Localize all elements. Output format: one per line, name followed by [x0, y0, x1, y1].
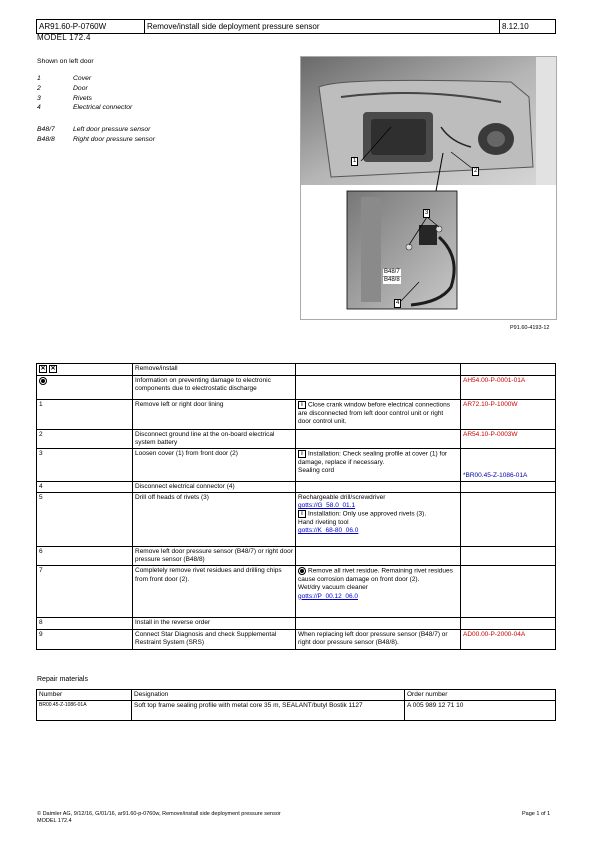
doc-title: Remove/install side deployment pressure sensor [145, 20, 500, 34]
table-row: 9 Connect Star Diagnosis and check Supplemental Restraint System (SRS) When replacing left door pressure sensor (B48/7) or right door pressure sensor (B48/8). AD00.00-P-2000-04A [37, 629, 556, 649]
legend-item: 3 Rivets [37, 94, 92, 102]
figure-ref: P91.60-4193-12 [510, 325, 550, 331]
callout-4: 4 [396, 300, 400, 306]
gotts-link[interactable]: gotts://K_68-80_06.0 [298, 527, 359, 535]
table-row: 6 Remove left door pressure sensor (B48/7) or right door pressure sensor (B48/8) [37, 547, 556, 566]
gotts-link[interactable]: gotts://G_58.0_01.1 [298, 502, 356, 510]
remove-icon: ✕ [40, 366, 46, 372]
warning-icon [298, 567, 306, 575]
header-label: Remove/install [133, 364, 296, 376]
door-photo [301, 57, 556, 319]
legend-item: B48/8 Right door pressure sensor [37, 135, 155, 143]
figure-frame [300, 56, 557, 320]
repair-materials-title: Repair materials [37, 676, 88, 683]
model-label: MODEL 172.4 [37, 33, 91, 42]
table-row: 7 Completely remove rivet residues and drilling chips from front door (2). Remove all rivet residue. Remaining rivet residues cause corrosion damage on front door (2). Wet/dry vacuum cleaner gotts://P_00.12_06.0 [37, 566, 556, 618]
ref-link[interactable]: AR54.10-P-0003W [461, 429, 556, 448]
callout-1: 1 [353, 158, 357, 164]
doc-id: AR91.60-P-0760W [37, 20, 145, 34]
info-icon: i [298, 510, 306, 518]
steps-table [36, 363, 556, 650]
table-row: 8 Install in the reverse order [37, 618, 556, 629]
table-row: BR00.45-Z-1086-01A Soft top frame sealing profile with metal core 35 m, SEALANT/butyl Bostik 1127 A 005 989 12 71 10 [37, 701, 556, 721]
ref-link[interactable]: *BR00.45-Z-1086-01A [461, 449, 556, 482]
warning-icon [39, 377, 47, 385]
footer-model: MODEL 172.4 [37, 818, 72, 824]
table-row: Information on preventing damage to electronic components due to electrostatic discharge AH54.00-P-0001-01A [37, 375, 556, 399]
repair-materials-table [36, 689, 556, 721]
ref-link[interactable]: AD00.00-P-2000-04A [461, 629, 556, 649]
table-row: 5 Drill off heads of rivets (3) Rechargeable drill/screwdriver gotts://G_58.0_01.1 i Installation: Only use approved rivets (3). Hand riveting tool gotts://K_68-80_06.0 [37, 493, 556, 547]
legend-item: 4 Electrical connector [37, 104, 133, 112]
gotts-link[interactable]: gotts://P_00.12_06.0 [298, 592, 358, 600]
callout-2: 2 [474, 168, 478, 174]
info-icon: i [298, 450, 306, 458]
callout-b48-8: B48/8 [384, 277, 400, 283]
header-icons [37, 364, 133, 376]
table-row: 2 Disconnect ground line at the on-board electrical system battery AR54.10-P-0003W [37, 429, 556, 448]
col-header: Order number [405, 690, 556, 701]
header-table [36, 19, 556, 34]
footer-page: Page 1 of 1 [522, 811, 551, 817]
ref-link[interactable]: AR72.10-P-1000W [461, 399, 556, 429]
legend-item: B48/7 Left door pressure sensor [37, 126, 151, 133]
shown-on-label: Shown on left door [37, 58, 94, 65]
table-row: 4 Disconnect electrical connector (4) [37, 482, 556, 493]
col-header: Designation [132, 690, 405, 701]
footer-copyright: © Daimler AG, 9/12/16, G/01/16, ar91.60-p-0760w, Remove/install side deployment pressure sensor [37, 811, 281, 817]
table-row: 3 Loosen cover (1) from front door (2) i Installation: Check sealing profile at cover (1) for damage, replace if necessary. Sealing cord *BR00.45-Z-1086-01A [37, 449, 556, 482]
col-header: Number [37, 690, 132, 701]
table-row: 1 Remove left or right door lining i Close crank window before electrical connections are disconnected from left door control unit or right door control unit. AR72.10-P-1000W [37, 399, 556, 429]
legend-item: 2 Door [37, 84, 88, 92]
install-icon: ✕ [50, 366, 56, 372]
info-icon: i [298, 401, 306, 409]
legend-list [37, 75, 257, 114]
doc-date: 8.12.10 [500, 20, 556, 34]
callout-b48-7: B48/7 [384, 269, 400, 275]
legend-list-sensors [37, 126, 257, 146]
callout-3: 3 [425, 210, 429, 216]
legend-item: 1 Cover [37, 75, 92, 82]
steps-header-row [37, 364, 556, 376]
ref-link[interactable]: AH54.00-P-0001-01A [461, 375, 556, 399]
